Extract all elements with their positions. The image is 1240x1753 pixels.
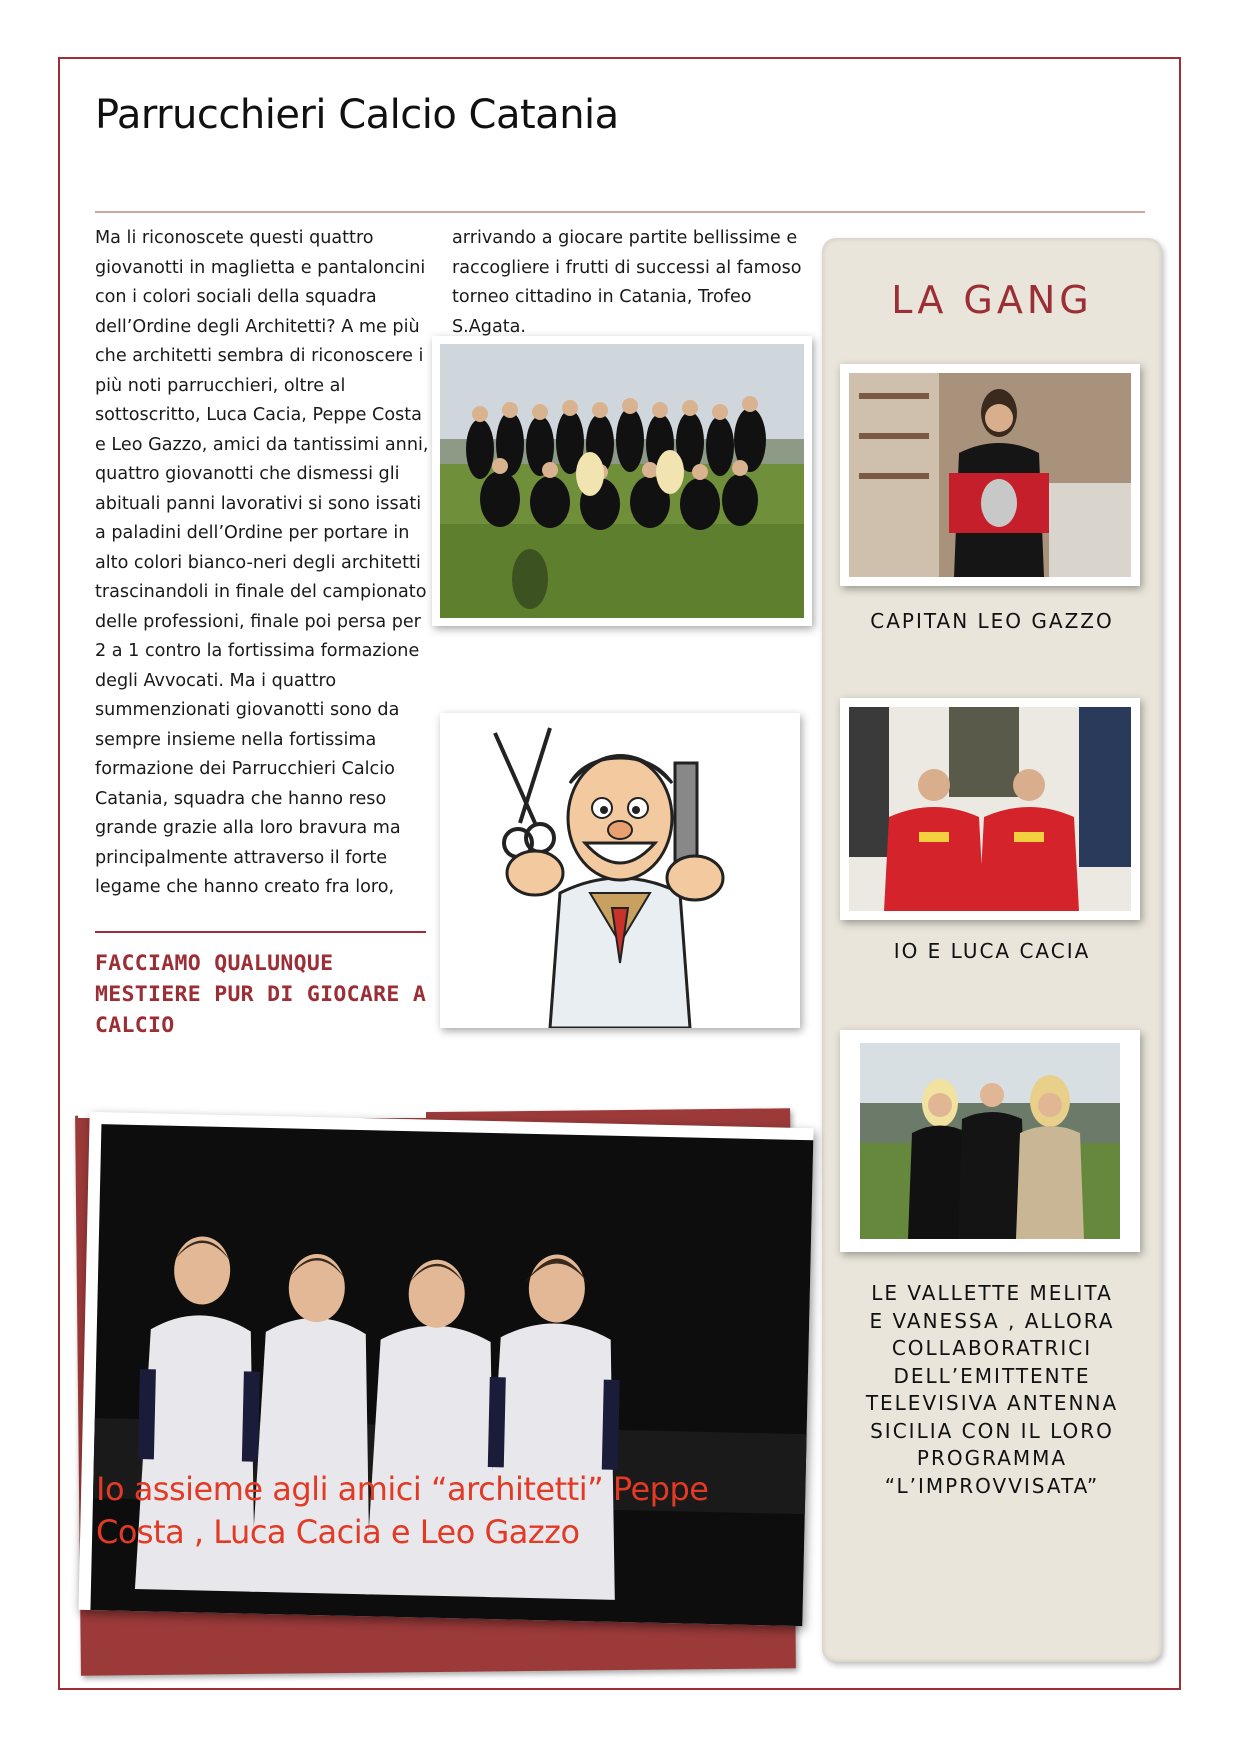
sidebar-title: LA GANG	[891, 278, 1093, 322]
title-divider	[95, 211, 1145, 213]
article-column-2: arrivando a giocare partite bellissime e raccogliere i frutti di successi al famoso torneo cittadino in Catania, Trofeo S.Agata.	[452, 228, 802, 337]
sidebar-photo-2	[840, 698, 1140, 920]
sidebar-caption-1: CAPITAN LEO GAZZO	[870, 609, 1114, 633]
hairdresser-cartoon	[440, 713, 800, 1028]
sidebar-panel	[822, 238, 1162, 1662]
sidebar-caption-3: LE VALLETTE MELITA E VANESSA , ALLORA COLLABORATRICI DELL’EMITTENTE TELEVISIVA ANTENNA SICILIA CON IL LORO PROGRAMMA “L’IMPROVVISATA”	[865, 1281, 1119, 1498]
pull-quote: FACCIAMO QUALUNQUE MESTIERE PUR DI GIOCARE A CALCIO	[95, 951, 427, 1038]
big-photo-caption: Io assieme agli amici “architetti” Peppe Costa , Luca Cacia e Leo Gazzo	[96, 1470, 709, 1551]
sidebar-photo-1	[840, 364, 1140, 586]
sidebar-caption-2: IO E LUCA CACIA	[893, 939, 1091, 963]
quote-divider	[95, 931, 426, 933]
page-title: Parrucchieri Calcio Catania	[95, 92, 619, 138]
team-photo	[432, 336, 812, 626]
sidebar-photo-3	[840, 1030, 1140, 1252]
article-column-1: Ma li riconoscete questi quattro giovanotti in maglietta e pantaloncini con i colori sociali della squadra dell’Ordine degli Architetti? A me più che architetti sembra di riconoscere i più noti parrucchieri, oltre al sottoscritto, Luca Cacia, Peppe Costa e Leo Gazzo, amici da tantissimi anni, quattro giovanotti che dismessi gli abituali panni lavorativi si sono issati a paladini dell’Ordine per portare in alto colori bianco-neri degli architetti trascinandoli in finale del campionato delle professioni, finale poi persa per 2 a 1 contro la fortissima formazione degli Avvocati. Ma i quattro summenzionati giovanotti sono da sempre insieme nella fortissima formazione dei Parrucchieri Calcio Catania, squadra che hanno reso grande grazie alla loro bravura ma principalmente attraverso il forte legame che hanno creato fra loro,	[95, 228, 429, 897]
